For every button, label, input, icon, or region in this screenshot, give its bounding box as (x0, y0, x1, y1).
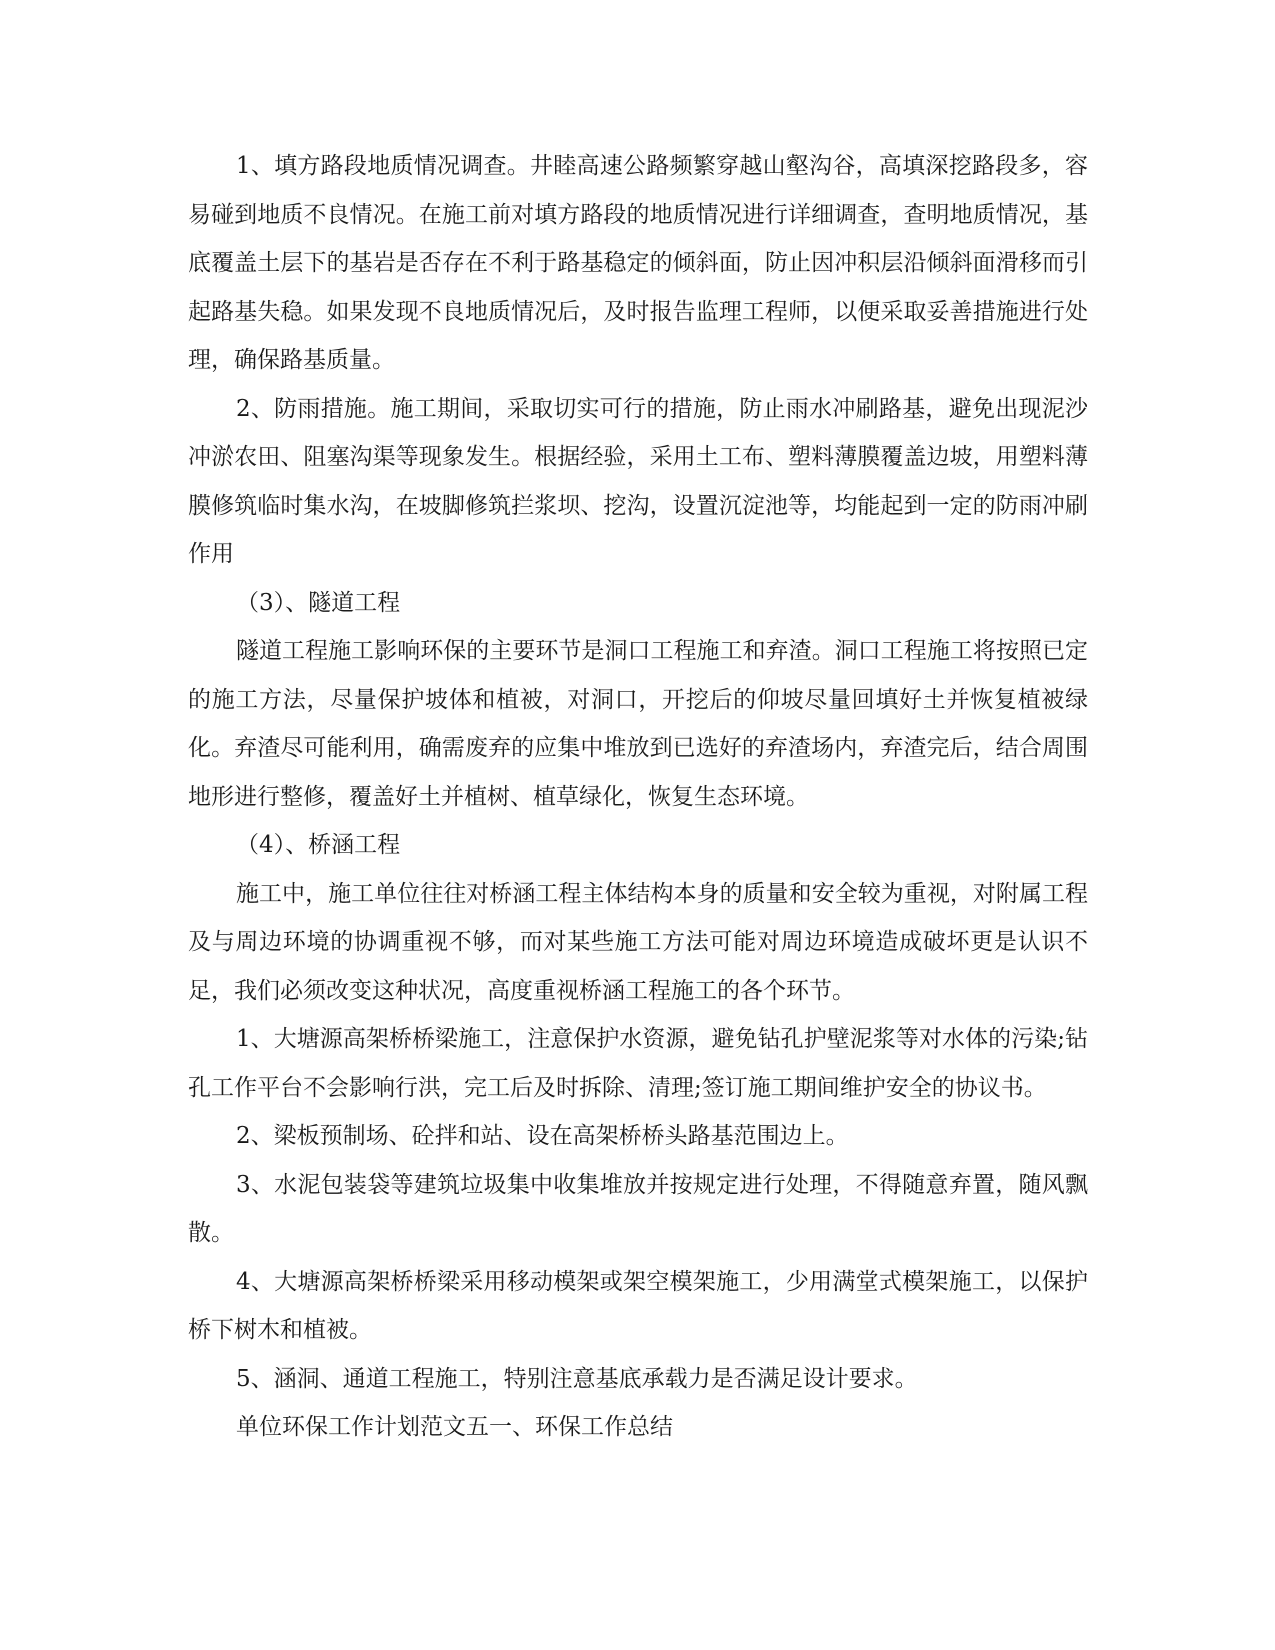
paragraph-tunnel-works: 隧道工程施工影响环保的主要环节是洞口工程施工和弃渣。洞口工程施工将按照已定的施工方法，尽量保护坡体和植被，对洞口，开挖后的仰坡尽量回填好土并恢复植被绿化。弃渣尽可能利用，确需废弃的应集中堆放到已选好的弃渣场内，弃渣完后，结合周围地形进行整修，覆盖好土并植树、植草绿化，恢复生态环境。 (188, 638, 1088, 810)
paragraph-bridge-item-2: 2、梁板预制场、砼拌和站、设在高架桥桥头路基范围边上。 (236, 1123, 849, 1149)
paragraph-bridge-culvert-intro: 施工中，施工单位往往对桥涵工程主体结构本身的质量和安全较为重视，对附属工程及与周边环境的协调重视不够，而对某些施工方法可能对周边环境造成破坏更是认识不足，我们必须改变这种状况，高度重视桥涵工程施工的各个环节。 (188, 880, 1088, 1004)
heading-tunnel-works: （3）、隧道工程 (236, 589, 401, 616)
paragraph-rain-protection: 2、防雨措施。施工期间，采取切实可行的措施，防止雨水冲刷路基，避免出现泥沙冲淤农田、阻塞沟渠等现象发生。根据经验，采用土工布、塑料薄膜覆盖边坡，用塑料薄膜修筑临时集水沟，在坡脚修筑拦浆坝、挖沟，设置沉淀池等，均能起到一定的防雨冲刷作用 (188, 395, 1088, 567)
paragraph-bridge-item-5: 5、涵洞、通道工程施工，特别注意基底承载力是否满足设计要求。 (236, 1365, 918, 1392)
paragraph-bridge-item-1: 1、大塘源高架桥桥梁施工，注意保护水资源，避免钻孔护壁泥浆等对水体的污染;钻孔工作平台不会影响行洪，完工后及时拆除、清理;签订施工期间维护安全的协议书。 (188, 1026, 1088, 1101)
paragraph-next-section-title: 单位环保工作计划范文五一、环保工作总结 (236, 1414, 673, 1440)
paragraph-bridge-item-3: 3、水泥包装袋等建筑垃圾集中收集堆放并按规定进行处理，不得随意弃置，随风飘散。 (188, 1171, 1088, 1246)
document-body (188, 142, 1088, 1452)
paragraph-fill-section-survey: 1、填方路段地质情况调查。井睦高速公路频繁穿越山壑沟谷，高填深挖路段多，容易碰到地质不良情况。在施工前对填方路段的地质情况进行详细调查，查明地质情况，基底覆盖土层下的基岩是否存在不利于路基稳定的倾斜面，防止因冲积层沿倾斜面滑移而引起路基失稳。如果发现不良地质情况后，及时报告监理工程师，以便采取妥善措施进行处理，确保路基质量。 (188, 153, 1088, 373)
heading-bridge-culvert-works: （4）、桥涵工程 (236, 832, 401, 858)
paragraph-bridge-item-4: 4、大塘源高架桥桥梁采用移动模架或架空模架施工，少用满堂式模架施工，以保护桥下树木和植被。 (188, 1268, 1088, 1343)
